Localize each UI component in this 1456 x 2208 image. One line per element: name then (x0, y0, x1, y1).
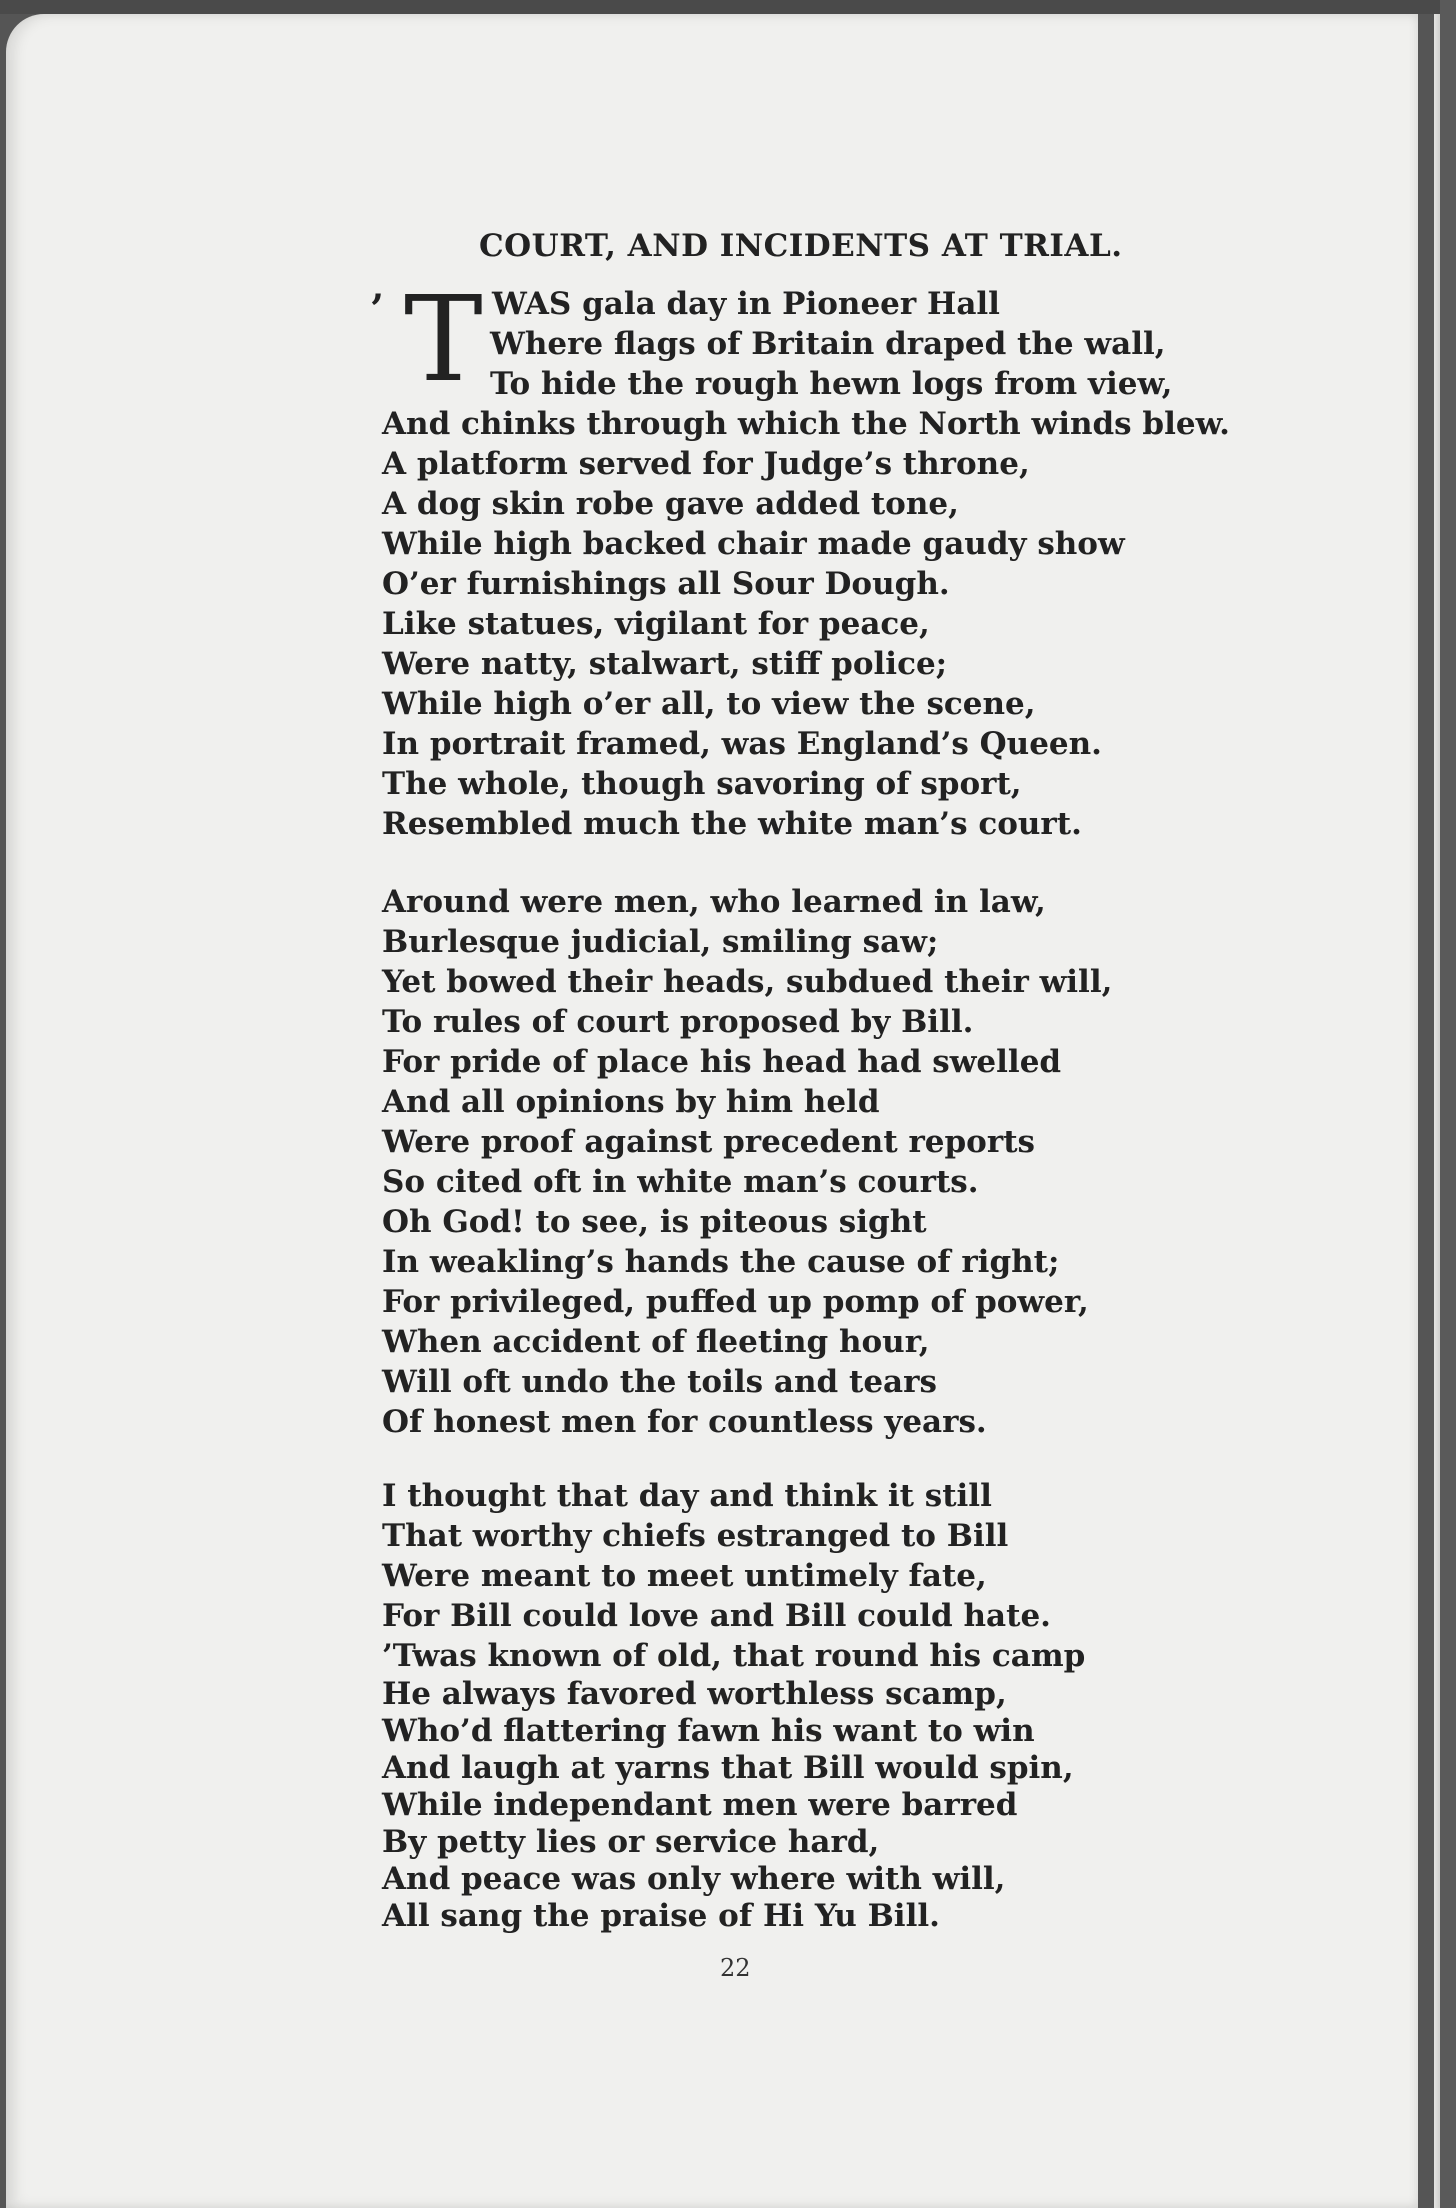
poem-line: O’er furnishings all Sour Dough. (382, 566, 950, 602)
poem-line: That worthy chiefs estranged to Bill (382, 1518, 1009, 1554)
poem-line: Around were men, who learned in law, (382, 884, 1046, 920)
poem-line: Who’d flattering fawn his want to win (382, 1713, 1035, 1749)
poem-line: Of honest men for countless years. (382, 1404, 987, 1440)
poem-line: And laugh at yarns that Bill would spin, (382, 1750, 1074, 1786)
poem-line: For pride of place his head had swelled (382, 1044, 1062, 1080)
poem-line: While independant men were barred (382, 1787, 1018, 1823)
poem-line: Were natty, stalwart, stiff police; (382, 646, 948, 682)
poem-line: Yet bowed their heads, subdued their will, (382, 964, 1113, 1000)
poem-line: Were proof against precedent reports (382, 1124, 1035, 1160)
poem-line: In weakling’s hands the cause of right; (382, 1244, 1060, 1280)
poem-line: Will oft undo the toils and tears (382, 1364, 937, 1400)
page-left-edge (6, 60, 20, 2200)
scan-border-right (1440, 0, 1456, 2208)
poem-line: When accident of fleeting hour, (382, 1324, 930, 1360)
poem-line: Burlesque judicial, smiling saw; (382, 924, 939, 960)
poem-line: Where flags of Britain draped the wall, (490, 326, 1166, 362)
poem-line: To hide the rough hewn logs from view, (490, 366, 1173, 402)
poem-line: A dog skin robe gave added tone, (382, 486, 959, 522)
poem-line: Like statues, vigilant for peace, (382, 606, 930, 642)
poem-line: So cited oft in white man’s courts. (382, 1164, 979, 1200)
poem-line: ’Twas known of old, that round his camp (382, 1638, 1086, 1674)
poem-line: While high o’er all, to view the scene, (382, 686, 1036, 722)
page-title: COURT, AND INCIDENTS AT TRIAL. (479, 228, 1123, 264)
poem-line: Resembled much the white man’s court. (382, 806, 1082, 842)
poem-line: In portrait framed, was England’s Queen. (382, 726, 1102, 762)
poem-line: For Bill could love and Bill could hate. (382, 1598, 1051, 1634)
poem-line: Were meant to meet untimely fate, (382, 1558, 987, 1594)
poem-line: I thought that day and think it still (382, 1478, 992, 1514)
poem-line: He always favored worthless scamp, (382, 1676, 1007, 1712)
poem-line: And all opinions by him held (382, 1084, 880, 1120)
poem-line: All sang the praise of Hi Yu Bill. (382, 1898, 940, 1934)
poem-line: And chinks through which the North winds blew. (382, 406, 1230, 442)
scan-border-top (0, 0, 1456, 14)
poem-line: WAS gala day in Pioneer Hall (492, 286, 1000, 322)
poem-line: A platform served for Judge’s throne, (382, 446, 1030, 482)
poem-line: For privileged, puffed up pomp of power, (382, 1284, 1089, 1320)
poem-line: And peace was only where with will, (382, 1861, 1006, 1897)
poem-line: By petty lies or service hard, (382, 1824, 880, 1860)
page-number: 22 (720, 1954, 751, 1982)
poem-line: Oh God! to see, is piteous sight (382, 1204, 927, 1240)
dropcap-letter: T (404, 270, 483, 408)
poem-line: While high backed chair made gaudy show (382, 526, 1125, 562)
poem-line: The whole, though savoring of sport, (382, 766, 1022, 802)
poem-line: To rules of court proposed by Bill. (382, 1004, 974, 1040)
dropcap-apostrophe: ’ (370, 286, 384, 333)
